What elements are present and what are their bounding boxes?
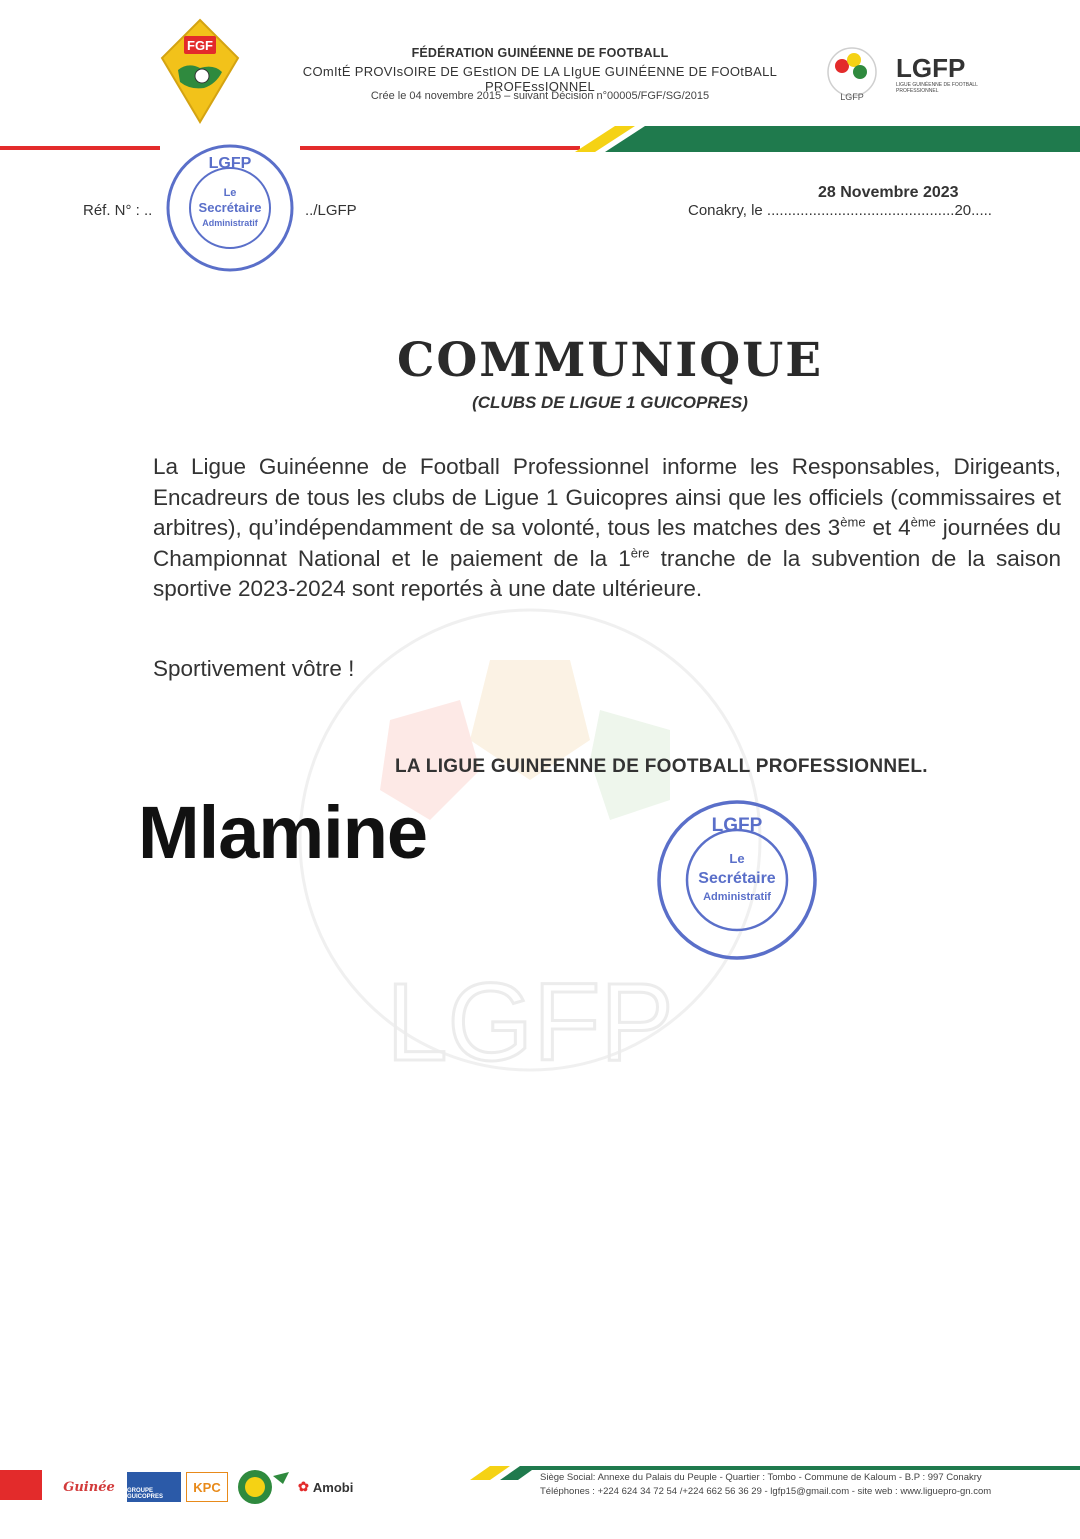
footer-red-bar [0,1470,42,1500]
place-date-line: Conakry, le .............................................20..... [688,202,992,219]
official-stamp-top [160,140,300,276]
signature-overlay: Mlamine [138,791,428,874]
federation-name: FÉDÉRATION GUINÉENNE DE FOOTBALL [411,46,669,60]
sponsor-guicopres [127,1472,181,1502]
sponsor-amobi [298,1472,368,1502]
lgfp-logo-subtitle: LIGUE GUINÉENNE DE FOOTBALL PROFESSIONNEL [896,82,978,94]
body-text-1: La Ligue Guinéenne de Football Professionnel informe les Responsables, Dirigeants, Encadreurs de tous les clubs de Ligue 1 Guicopres ainsi que les officiels (commissaires et arbitres), qu’indépendamment de sa volonté, tous les matches des [153,454,1061,540]
amobi-icon: ✿ [298,1479,309,1494]
date-handwritten: 28 Novembre 2023 [818,184,959,201]
closing-phrase: Sportivement vôtre ! [153,656,355,681]
stamp2-center-line1: Le [729,851,745,866]
body-sup-4: ème [910,514,936,530]
fgf-logo-text: FGF [187,38,213,53]
signatory-name: LA LIGUE GUINEENNE DE FOOTBALL PROFESSIONNEL. [395,756,928,777]
creation-note: Crée le 04 novembre 2015 – suivant Décision n°00005/FGF/SG/2015 [370,90,710,102]
body-sup-3: ème [840,514,866,530]
body-et: et [865,515,899,540]
body-num-3: 3 [827,515,841,540]
body-num-1: 1 [618,545,631,571]
footer-contacts: Téléphones : +224 624 34 72 54 /+224 662 56 36 29 - lgfp15@gmail.com - site web : www.liguepro-gn.com [540,1486,992,1497]
lgfp-logo [820,44,990,104]
stamp2-center-line2: Secrétaire [698,870,776,887]
stamp-center-line2: Secrétaire [198,200,262,215]
sponsor-kpc [186,1472,228,1502]
sponsor-guinee-text: Guinée [63,1479,115,1495]
footer-address: Siège Social: Annexe du Palais du Peuple - Quartier : Tombo - Commune de Kaloum - B.P : 997 Conakry [540,1472,982,1483]
watermark-text: LGFP [386,961,674,1080]
body-num-4: 4 [898,515,911,540]
header-band-stripes [575,126,1080,152]
sponsor-guicopres-text: GROUPE GUICOPRES [127,1488,164,1500]
body-text-3: tranche de la subvention de la saison sportive 2023-2024 sont reportés à une date ultérieure. [153,545,1061,601]
header-band-red [300,146,580,150]
stamp2-top-text: LGFP [711,815,763,836]
body-text-2: journées du Championnat National et le paiement de la [153,515,1061,571]
committee-name: COmItÉ PROVIsOIRE DE GEstION DE LA LIgUE GUINÉENNE DE FOOtBALL PROFEssIONNEL [302,64,778,94]
sponsor-guinee [58,1472,120,1502]
stamp-center-line1: Le [223,187,237,199]
stamp-center-line3: Administratif [202,218,258,228]
ref-label: Réf. N° : .. [83,202,153,219]
lgfp-logo-text: LGFP [896,53,966,83]
sponsor-amobi-text: Amobi [312,1479,354,1495]
stamp2-center-line3: Administratif [703,891,771,903]
document-title: COMMUNIQUE [396,333,824,388]
fgf-logo [158,18,242,124]
lgfp-small-text: LGFP [840,92,864,102]
header-band-red-left [0,146,160,150]
sponsor-kpc-text: KPC [193,1479,221,1495]
communique-body [153,452,1061,605]
ref-suffix: ../LGFP [305,202,357,219]
body-sup-1: ère [630,545,650,560]
official-stamp-bottom [650,795,825,965]
stamp-top-text: LGFP [208,155,252,172]
sponsor-round-logo [233,1468,293,1506]
document-subtitle: (CLUBS DE LIGUE 1 GUICOPRES) [472,393,748,412]
